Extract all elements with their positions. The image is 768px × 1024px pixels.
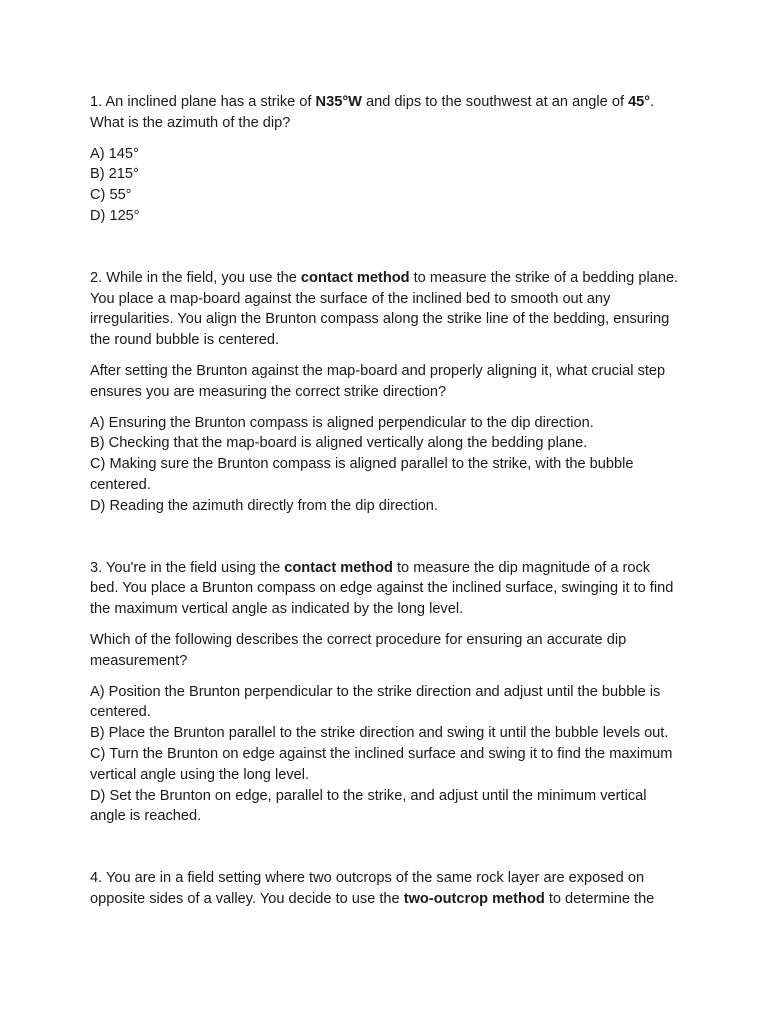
question-1-options [90, 144, 682, 227]
option-item: A) Ensuring the Brunton compass is aligned perpendicular to the dip direction. [90, 414, 594, 431]
option-item: C) Turn the Brunton on edge against the inclined surface and swing it to find the maximum vertical angle using the long level. [90, 745, 673, 783]
question-4 [90, 868, 682, 910]
question-2-prompt: After setting the Brunton against the map-board and properly aligning it, what crucial step ensures you are measuring the correct strike direction? [90, 362, 666, 400]
option-item: D) Set the Brunton on edge, parallel to the strike, and adjust until the minimum vertical angle is reached. [90, 787, 647, 825]
option-item: D) Reading the azimuth directly from the dip direction. [90, 497, 438, 514]
option-item: D) 125° [90, 207, 140, 224]
document-page [90, 92, 682, 920]
question-2-options [90, 413, 682, 517]
option-item: B) Checking that the map-board is aligned vertically along the bedding plane. [90, 435, 588, 452]
question-3 [90, 558, 682, 828]
question-3-stem: 3. You're in the field using the contact method to measure the dip magnitude of a rock bed. You place a Brunton compass on edge against the inclined surface, swinging it to find the maximum vertical angle as indicated by the long level. [90, 559, 674, 618]
question-1 [90, 92, 682, 227]
option-item: B) 215° [90, 166, 139, 183]
option-item: C) 55° [90, 187, 132, 204]
option-item: A) Position the Brunton perpendicular to the strike direction and adjust until the bubble is centered. [90, 683, 661, 721]
question-2-stem: 2. While in the field, you use the contact method to measure the strike of a bedding plane. You place a map-board against the surface of the inclined bed to smooth out any irregularities. You align the Brunton compass along the strike line of the bedding, ensuring the round bubble is centered. [90, 269, 679, 349]
option-item: A) 145° [90, 145, 139, 162]
question-4-stem: 4. You are in a field setting where two outcrops of the same rock layer are exposed on opposite sides of a valley. You decide to use the two-outcrop method to determine the [90, 870, 655, 907]
option-item: C) Making sure the Brunton compass is aligned parallel to the strike, with the bubble centered. [90, 456, 634, 493]
question-2 [90, 268, 682, 517]
question-1-stem: 1. An inclined plane has a strike of N35°W and dips to the southwest at an angle of 45°. What is the azimuth of the dip? [90, 94, 655, 131]
option-item: B) Place the Brunton parallel to the strike direction and swing it until the bubble levels out. [90, 725, 669, 742]
question-3-prompt: Which of the following describes the correct procedure for ensuring an accurate dip measurement? [90, 631, 627, 669]
question-3-options [90, 682, 682, 828]
